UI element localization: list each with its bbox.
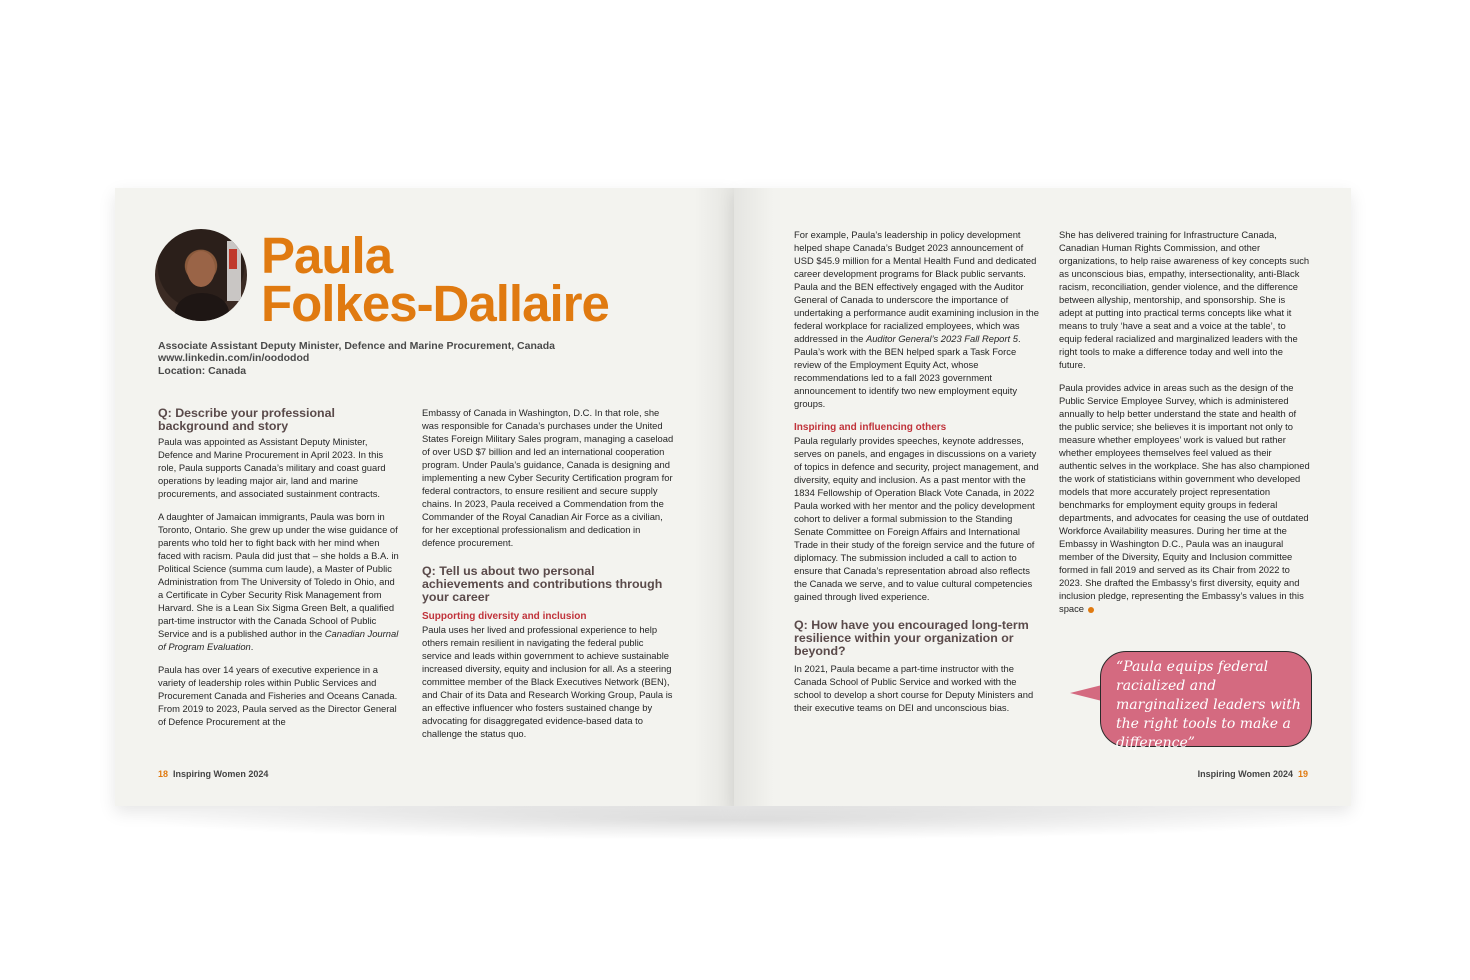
- paragraph: Paula regularly provides speeches, keynote addresses, serves on panels, and engages in discussions on a variety of topics in defence and security, project management, and diversity, equity and inclusion. As a past mentor with the 1834 Fellowship of Operation Black Vote Canada, in 2022 Paula worked with her mentor and the policy development cohort to deliver a formal submission to the Standing Senate Committee on Foreign Affairs and International Trade in their study of the foreign service and the future of diplomacy. The submission included a call to action to ensure that Canada’s representation abroad also reflects the Canada we serve, and to value cultural competencies gained through lived experience.: [794, 435, 1039, 602]
- pull-quote: “Paula equips federal racialized and marginalized leaders with the right tools to make a difference”: [1116, 659, 1301, 751]
- paragraph: For example, Paula’s leadership in policy development helped shape Canada’s Budget 2023 announcement of USD $45.9 million for a Mental Health Fund and dedicated career development programs for Black public servants. Paula and the BEN effectively engaged with the Auditor General of Canada to underscore the importance of undertaking a performance audit examining inclusion in the federal workplace for racialized employees, which was addressed in the Auditor General’s 2023 Fall Report 5. Paula’s work with the BEN helped spark a Task Force review of the Employment Equity Act, whose recommendations led to a fall 2023 government announcement to identify two new employment equity groups.: [794, 229, 1039, 409]
- left-column-1: [158, 407, 402, 738]
- page-number: 18: [158, 769, 169, 779]
- page-number: 19: [1297, 769, 1308, 779]
- spread-shadow: [130, 800, 1340, 840]
- end-mark-icon: [1088, 607, 1094, 613]
- paragraph: A daughter of Jamaican immigrants, Paula was born in Toronto, Ontario. She grew up under the wise guidance of parents who told her to fight back with her mind when faced with racism. Paula did just that – she holds a B.A. in Political Science (summa cum laude), a Master of Public Administration from The University of Toledo in Ohio, and a Certificate in Cyber Security Risk Management from Harvard. She is a Lean Six Sigma Green Belt, a qualified part-time instructor with the Canada School of Public Service and is a published author in the Canadian Journal of Program Evaluation.: [158, 511, 399, 652]
- paragraph: Paula provides advice in areas such as the design of the Public Service Employee Survey, which is administered annually to help better understand the state and health of the public service; she believes it is important not only to measure whether employees’ work is valued but rather whether employees themselves feel valued as their authentic selves in the workplace. She has also championed the work of statisticians within government who developed models that more accurately project representation benchmarks for employment equity groups in federal departments, and advocates for ceasing the use of outdated Workforce Availability measures. During her time at the Embassy in Washington D.C., Paula was an inaugural member of the Diversity, Equity and Inclusion committee formed in fall 2019 and served as its Chair from 2022 to 2023. She drafted the Embassy’s first diversity, equity and inclusion pledge, representing the Embassy’s values in this space: [1059, 382, 1310, 614]
- paragraph: Paula has over 14 years of executive experience in a variety of leadership roles within Public Services and Procurement Canada and Fisheries and Oceans Canada. From 2019 to 2023, Paula served as the Director General of Defence Procurement at the: [158, 664, 398, 727]
- question-heading: Q: How have you encouraged long-term resilience within your organization or beyond?: [794, 618, 1029, 658]
- profile-title: Associate Assistant Deputy Minister, Defence and Marine Procurement, Canada: [158, 340, 555, 352]
- subheading: Inspiring and influencing others: [794, 422, 947, 433]
- profile-last-name: Folkes-Dallaire: [261, 275, 609, 332]
- paragraph: Embassy of Canada in Washington, D.C. In that role, she was responsible for Canada’s purchases under the United States Foreign Military Sales program, managing a caseload of over USD $7 billion and led an international cooperation program. Under Paula’s guidance, Canada is designing and implementing a new Cyber Security Certification program for federal contractors, to ensure resilient and secure supply chains. In 2023, Paula received a Commendation from the Commander of the Royal Canadian Air Force as a civilian, for her exceptional professionalism and dedication in defence procurement.: [422, 407, 674, 548]
- profile-photo: [155, 229, 247, 321]
- subheading: Supporting diversity and inclusion: [422, 611, 587, 622]
- paragraph: Paula was appointed as Assistant Deputy Minister, Defence and Marine Procurement in April 2023. In this role, Paula supports Canada’s military and coast guard operations by leading major air, land and marine procurements, and associated sustainment contracts.: [158, 436, 386, 499]
- page-folio-left: [158, 769, 268, 779]
- photo-body: [175, 293, 229, 321]
- left-page: [115, 188, 734, 806]
- profile-first-name: Paula: [261, 227, 393, 284]
- question-heading: Q: Describe your professional background and story: [158, 406, 335, 433]
- publication-title: Inspiring Women 2024: [1197, 769, 1293, 779]
- profile-linkedin[interactable]: www.linkedin.com/in/oododod: [158, 352, 310, 365]
- page-folio-right: [1198, 769, 1308, 779]
- speech-bubble-tail: [1070, 685, 1102, 701]
- paragraph: She has delivered training for Infrastructure Canada, Canadian Human Rights Commission, and other organizations, to help raise awareness of key concepts such as unconscious bias, empathy, intersectionality, anti-Black racism, reconciliation, gender violence, and the difference between allyship, mentorship, and sponsorship. She is adept at putting into practical terms concepts like what it means to truly ‘have a seat and a voice at the table’, to equip federal racialized and marginalized leaders with the right tools to make a difference today and well into the future.: [1059, 229, 1310, 370]
- profile-meta: [158, 340, 555, 377]
- flag-red: [229, 249, 237, 269]
- right-column-1: [794, 228, 1044, 724]
- question-heading: Q: Tell us about two personal achievements and contributions through your career: [422, 564, 663, 604]
- right-column-2: [1059, 228, 1311, 625]
- left-column-2: [422, 406, 674, 750]
- photo-face: [187, 251, 215, 287]
- right-page: [734, 188, 1351, 806]
- paragraph: In 2021, Paula became a part-time instructor with the Canada School of Public Service and worked with the school to develop a short course for Deputy Ministers and their executive teams on DEI and unconscious bias.: [794, 663, 1034, 713]
- profile-location: Location: Canada: [158, 364, 247, 377]
- paragraph: Paula uses her lived and professional experience to help others remain resilient in navigating the federal public service and leads within government to achieve sustainable increased diversity, equity and inclusion for all. As a steering committee member of the Black Executives Network (BEN), and Chair of its Data and Research Working Group, Paula is an effective influencer who fosters sustained change by advocating for disaggregated evidence-based data to challenge the status quo.: [422, 624, 673, 739]
- publication-title: Inspiring Women 2024: [173, 769, 269, 779]
